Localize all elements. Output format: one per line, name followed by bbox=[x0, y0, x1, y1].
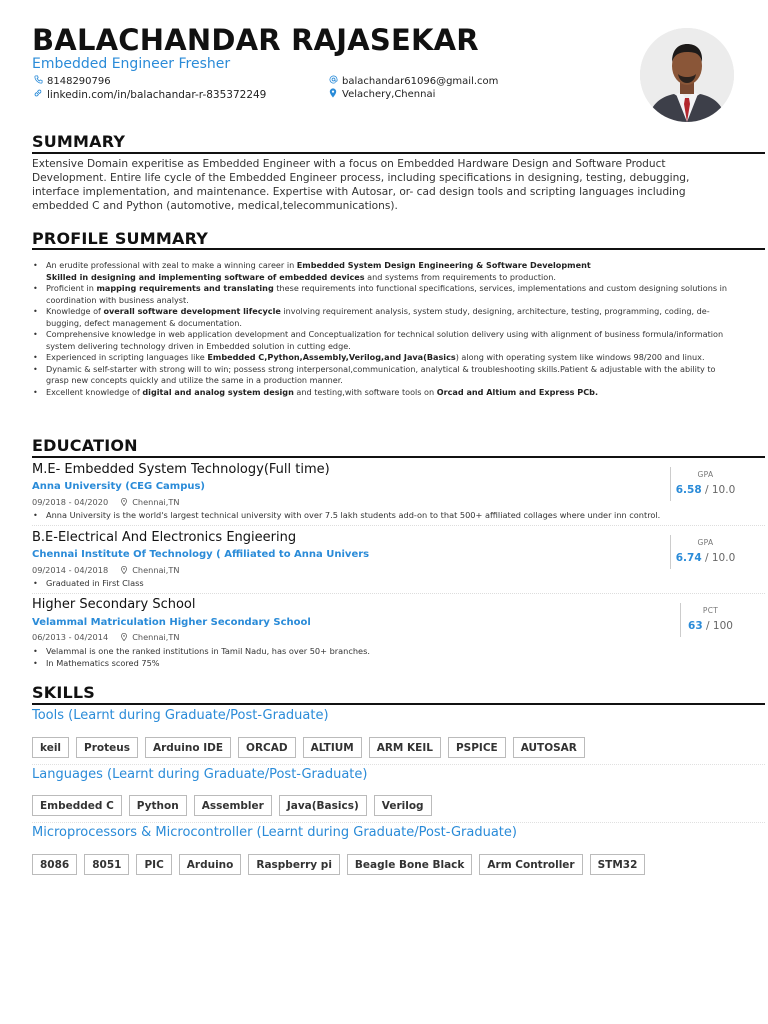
profile-summary-list bbox=[32, 260, 732, 398]
linkedin-url[interactable]: linkedin.com/in/balachandar-r-835372249 bbox=[47, 88, 267, 101]
grade-label: GPA bbox=[697, 470, 714, 479]
profile-summary-text: Comprehensive knowledge in web application development and Conceptualization for technical solution delivery using with alignment of business formula/information system delivering technology driven in Embedded solution in cutting edge. bbox=[46, 329, 724, 351]
education-bullet: • Velammal is one the ranked institutions in Tamil Nadu, has over 50+ branches. bbox=[32, 646, 370, 658]
education-dates: 09/2014 - 04/2018 bbox=[32, 565, 109, 575]
grade-label: PCT bbox=[702, 606, 719, 615]
grade-scale: / 100 bbox=[706, 620, 733, 632]
education-separator bbox=[32, 525, 765, 526]
education-location: Chennai,TN bbox=[132, 497, 180, 507]
phone-number: 8148290796 bbox=[47, 75, 111, 87]
grade-value: 63 bbox=[688, 620, 703, 632]
grade-value: 6.74 bbox=[675, 552, 702, 564]
education-bullet: • Graduated in First Class bbox=[32, 578, 144, 590]
summary-heading: SUMMARY bbox=[32, 132, 126, 151]
candidate-role: Embedded Engineer Fresher bbox=[32, 56, 231, 72]
profile-summary-item bbox=[32, 352, 732, 364]
profile-summary-text: ) along with operating system like windows 98/200 and linux. bbox=[455, 352, 705, 362]
link-icon bbox=[32, 88, 44, 101]
grade-scale: / 10.0 bbox=[705, 552, 736, 564]
skill-group-title: Tools (Learnt during Graduate/Post-Graduate) bbox=[32, 708, 329, 723]
education-bullets bbox=[32, 510, 660, 522]
skill-chip: Python bbox=[129, 795, 187, 816]
education-dates: 09/2018 - 04/2020 bbox=[32, 497, 109, 507]
profile-summary-emphasis: mapping requirements and translating bbox=[96, 283, 274, 293]
grade-box bbox=[670, 467, 740, 501]
skill-chip: keil bbox=[32, 737, 69, 758]
skill-chip: Verilog bbox=[374, 795, 432, 816]
contact-linkedin[interactable] bbox=[32, 88, 266, 101]
skill-chip: Embedded C bbox=[32, 795, 122, 816]
skill-chip: Assembler bbox=[194, 795, 272, 816]
skill-chip: Raspberry pi bbox=[248, 854, 340, 875]
skill-chip: PIC bbox=[136, 854, 171, 875]
grade-value-line bbox=[671, 552, 740, 564]
profile-summary-text: Proficient in bbox=[46, 283, 97, 293]
education-location: Chennai,TN bbox=[132, 632, 180, 642]
summary-text: Extensive Domain experitise as Embedded Engineer with a focus on Embedded Hardware Design and Software Product Development. Entire life cycle of the Embedded Engineer process, including specifications in designing, testing, debugging, interface implementation, and maintenance. Expertise with Autosar, or- cad design tools and scripting languages including embedded C and Python (automotive, medical,telecommunications). bbox=[32, 158, 690, 212]
skill-chip: STM32 bbox=[590, 854, 646, 875]
education-meta bbox=[32, 497, 180, 507]
profile-summary-emphasis: digital and analog system design bbox=[142, 386, 294, 397]
education-institution: Chennai Institute Of Technology ( Affiliated to Anna Univers bbox=[32, 549, 370, 560]
summary-rule bbox=[32, 152, 765, 154]
skill-chip: Proteus bbox=[76, 737, 138, 758]
education-institution: Anna University (CEG Campus) bbox=[32, 481, 206, 492]
grade-box bbox=[670, 535, 740, 569]
contact-email[interactable] bbox=[327, 75, 498, 87]
profile-photo bbox=[640, 28, 734, 122]
skill-separator bbox=[32, 764, 765, 765]
profile-summary-emphasis: overall software development lifecycle bbox=[103, 306, 281, 316]
skill-chip: Arm Controller bbox=[479, 854, 582, 875]
skill-chip: ARM KEIL bbox=[369, 737, 441, 758]
skills-heading: SKILLS bbox=[32, 683, 95, 702]
profile-summary-text: Knowledge of bbox=[46, 306, 104, 316]
education-meta bbox=[32, 565, 180, 575]
profile-summary-text: An erudite professional with zeal to make a winning career in bbox=[46, 260, 297, 270]
education-bullets bbox=[32, 578, 144, 590]
education-bullet: • Anna University is the world's largest technical university with over 7.5 lakh students add-on to that 500+ affiliated collages where under inn control. bbox=[32, 510, 660, 522]
candidate-name: BALACHANDAR RAJASEKAR bbox=[32, 23, 479, 57]
profile-summary-text: Excellent knowledge of bbox=[46, 386, 143, 397]
education-degree: Higher Secondary School bbox=[32, 597, 196, 612]
location-text: Velachery,Chennai bbox=[342, 89, 436, 100]
skills-rule bbox=[32, 703, 765, 705]
location-pin-icon bbox=[120, 566, 128, 574]
email-address[interactable]: balachandar61096@gmail.com bbox=[342, 75, 499, 87]
profile-summary-rule bbox=[32, 248, 765, 250]
skill-group-title: Microprocessors & Microcontroller (Learnt during Graduate/Post-Graduate) bbox=[32, 825, 517, 840]
education-degree: M.E- Embedded System Technology(Full time) bbox=[32, 462, 330, 477]
skill-chip: ORCAD bbox=[238, 737, 296, 758]
profile-summary-text: and testing,with software tools on bbox=[293, 386, 437, 397]
skill-chip: AUTOSAR bbox=[513, 737, 585, 758]
skill-chip: Java(Basics) bbox=[279, 795, 367, 816]
skill-group-title: Languages (Learnt during Graduate/Post-Graduate) bbox=[32, 767, 368, 782]
profile-summary-emphasis: Embedded System Design Engineering & Software Development bbox=[296, 260, 591, 270]
education-bullets bbox=[32, 646, 370, 669]
skill-separator bbox=[32, 822, 765, 823]
location-pin-icon bbox=[120, 498, 128, 506]
profile-summary-item bbox=[32, 306, 732, 329]
grade-value-line bbox=[671, 484, 740, 496]
skill-chips-row bbox=[32, 737, 592, 758]
education-degree: B.E-Electrical And Electronics Engieering bbox=[32, 530, 297, 545]
education-heading: EDUCATION bbox=[32, 436, 138, 455]
profile-summary-emphasis: Embedded C,Python,Assembly,Verilog,and Java(Basics bbox=[207, 352, 456, 362]
phone-icon bbox=[32, 75, 44, 87]
education-location: Chennai,TN bbox=[132, 565, 180, 575]
skill-chip: ALTIUM bbox=[303, 737, 362, 758]
location-pin-icon bbox=[327, 88, 339, 101]
profile-summary-text: Dynamic & self-starter with strong will to win; possess strong interpersonal,communication, analytical & troubleshooting skills.Patient & adjustable with the ability to grasp new concepts quickly and utilize the same in a production manner. bbox=[46, 363, 716, 385]
grade-box bbox=[680, 603, 740, 637]
skill-chip: Beagle Bone Black bbox=[347, 854, 472, 875]
grade-scale: / 10.0 bbox=[705, 484, 736, 496]
profile-summary-item bbox=[32, 329, 732, 352]
contact-phone bbox=[32, 75, 111, 87]
profile-summary-item bbox=[32, 364, 732, 387]
at-icon bbox=[327, 75, 339, 87]
profile-summary-emphasis: Orcad and Altium and Express PCb. bbox=[436, 386, 599, 397]
grade-label: GPA bbox=[697, 538, 714, 547]
education-dates: 06/2013 - 04/2014 bbox=[32, 632, 109, 642]
profile-summary-item bbox=[32, 387, 732, 399]
profile-summary-item bbox=[32, 283, 732, 306]
skill-chip: PSPICE bbox=[448, 737, 506, 758]
contact-location bbox=[327, 88, 435, 101]
skill-chip: Arduino bbox=[179, 854, 242, 875]
skill-chip: Arduino IDE bbox=[145, 737, 231, 758]
education-separator bbox=[32, 593, 765, 594]
skill-chips-row bbox=[32, 795, 439, 816]
skill-chip: 8051 bbox=[84, 854, 129, 875]
profile-summary-heading: PROFILE SUMMARY bbox=[32, 229, 208, 248]
profile-summary-emphasis: Skilled in designing and implementing software of embedded devices bbox=[46, 271, 365, 282]
grade-value: 6.58 bbox=[675, 484, 702, 496]
profile-summary-text: and systems from requirements to production. bbox=[364, 271, 556, 282]
profile-summary-text: these requirements into functional specifications, services, implementations and custom designing solutions in coordination with business analyst. bbox=[46, 283, 728, 305]
location-pin-icon bbox=[120, 633, 128, 641]
education-institution: Velammal Matriculation Higher Secondary School bbox=[32, 617, 311, 628]
profile-summary-text: Experienced in scripting languages like bbox=[46, 352, 208, 362]
profile-summary-item bbox=[32, 260, 732, 283]
skill-chip: 8086 bbox=[32, 854, 77, 875]
profile-summary-text: involving requirement analysis, system study, designing, architecture, testing, programming, coding, de-bugging, defect management & documentation. bbox=[46, 306, 710, 328]
grade-value-line bbox=[681, 620, 740, 632]
skill-chips-row bbox=[32, 854, 652, 875]
education-meta bbox=[32, 632, 180, 642]
education-rule bbox=[32, 456, 765, 458]
education-bullet: • In Mathematics scored 75% bbox=[32, 658, 370, 670]
